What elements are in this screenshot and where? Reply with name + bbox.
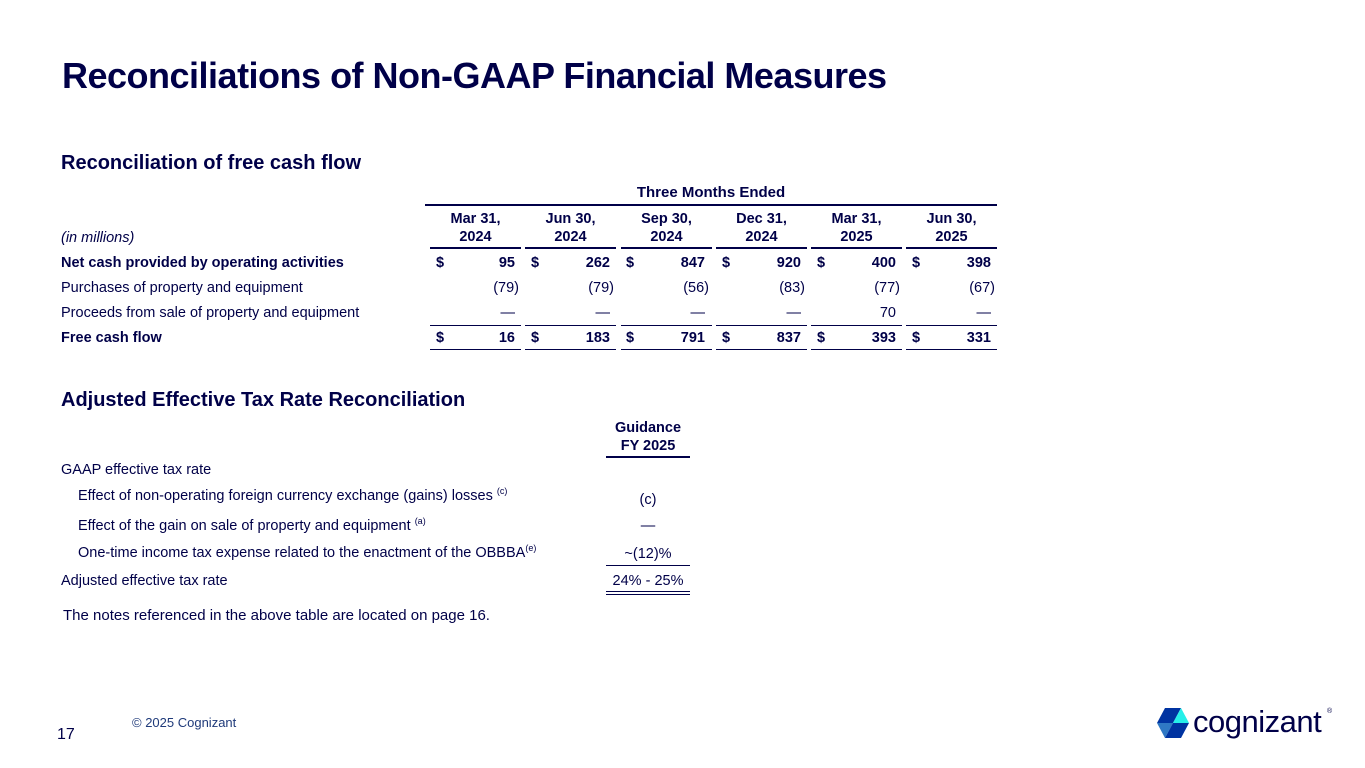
footnote-text: The notes referenced in the above table are located on page 16. [63,607,490,624]
fcf-cell: (79) [493,280,519,296]
fcf-cell: (79) [588,280,614,296]
fcf-col-header-3-line2: 2024 [650,229,683,245]
etr-value: — [640,518,656,534]
fcf-total-underline [811,349,902,350]
fcf-subtotal-line [430,325,521,326]
fcf-cell: 837 [776,330,801,346]
etr-note-ref: (c) [496,486,508,497]
fcf-cell: — [595,305,610,321]
etr-col-header-line2: FY 2025 [620,438,676,454]
etr-row-text: Effect of non-operating foreign currency exchange (gains) losses [78,488,497,504]
fcf-total-underline [716,349,807,350]
fcf-col-header-2-underline [525,247,616,249]
currency-symbol: $ [436,330,445,346]
copyright-text: © 2025 Cognizant [132,715,237,730]
fcf-total-underline [906,349,997,350]
fcf-subtotal-line [906,325,997,326]
fcf-col-header-2-line1: Jun 30, [545,211,596,227]
fcf-cell: 400 [871,255,896,271]
fcf-row-label: Free cash flow [61,330,162,346]
fcf-cell: 95 [498,255,515,271]
fcf-col-header-5-line1: Mar 31, [831,211,882,227]
etr-section-title: Adjusted Effective Tax Rate Reconciliation [61,389,466,411]
fcf-col-header-1 [430,210,521,246]
etr-row-label: GAAP effective tax rate [61,462,212,478]
fcf-col-header-5-line2: 2025 [840,229,873,245]
fcf-col-header-6-line1: Jun 30, [926,211,977,227]
etr-note-ref: (e) [525,543,537,554]
fcf-subtotal-line [525,325,616,326]
fcf-group-header: Three Months Ended [636,184,786,201]
fcf-group-divider [425,204,997,206]
fcf-col-header-6-underline [906,247,997,249]
fcf-cell: — [500,305,515,321]
fcf-cell: — [786,305,801,321]
fcf-total-underline [621,349,712,350]
fcf-col-header-2-line2: 2024 [554,229,587,245]
currency-symbol: $ [817,255,826,271]
fcf-subtotal-line [716,325,807,326]
page-title: Reconciliations of Non-GAAP Financial Measures [62,55,887,96]
fcf-cell: (83) [779,280,805,296]
currency-symbol: $ [626,255,635,271]
etr-note-ref: (a) [414,516,426,527]
etr-row-label [78,518,426,534]
fcf-col-header-5 [811,210,902,246]
etr-header-underline [606,456,690,458]
fcf-cell: 331 [966,330,991,346]
currency-symbol: $ [722,330,731,346]
fcf-row-label: Purchases of property and equipment [61,280,303,296]
fcf-col-header-3 [621,210,712,246]
fcf-cell: 16 [498,330,515,346]
fcf-col-header-1-line1: Mar 31, [450,211,501,227]
fcf-col-header-4 [716,210,807,246]
etr-row-text: One-time income tax expense related to the enactment of the OBBBA [78,545,526,561]
fcf-cell: 398 [966,255,991,271]
currency-symbol: $ [722,255,731,271]
fcf-cell: — [976,305,991,321]
fcf-subtotal-line [811,325,902,326]
fcf-cell: (56) [683,280,709,296]
currency-symbol: $ [817,330,826,346]
fcf-col-header-4-line1: Dec 31, [736,211,787,227]
etr-value: (c) [639,492,657,508]
fcf-cell: 393 [871,330,896,346]
fcf-cell: — [690,305,705,321]
fcf-col-header-4-underline [716,247,807,249]
registered-mark: ® [1327,708,1333,715]
fcf-col-header-2 [525,210,616,246]
fcf-cell: 920 [776,255,801,271]
currency-symbol: $ [626,330,635,346]
fcf-row-label: Net cash provided by operating activities [61,255,344,271]
fcf-cell: 70 [879,305,896,321]
currency-symbol: $ [531,255,540,271]
fcf-total-underline [525,349,616,350]
cognizant-logo [1155,706,1335,742]
etr-total-double-underline [606,591,690,595]
currency-symbol: $ [912,255,921,271]
etr-row-label [78,545,536,561]
cognizant-logo-icon [1155,706,1191,740]
fcf-units-label: (in millions) [61,230,135,246]
cognizant-logo-wordmark: cognizant [1193,704,1322,739]
fcf-section-title: Reconciliation of free cash flow [61,152,362,174]
fcf-cell: (77) [874,280,900,296]
fcf-col-header-4-line2: 2024 [745,229,778,245]
fcf-col-header-3-line1: Sep 30, [641,211,692,227]
etr-value: ~(12)% [624,546,672,562]
fcf-col-header-6-line2: 2025 [935,229,968,245]
etr-col-header-line1: Guidance [614,420,682,436]
fcf-col-header-6 [906,210,997,246]
etr-row-text: Effect of the gain on sale of property and equipment [78,518,415,534]
etr-subtotal-line [606,565,690,566]
fcf-row-label: Proceeds from sale of property and equipment [61,305,360,321]
fcf-subtotal-line [621,325,712,326]
fcf-cell: 262 [585,255,610,271]
currency-symbol: $ [436,255,445,271]
fcf-cell: 183 [585,330,610,346]
fcf-cell: 847 [680,255,705,271]
etr-value: 24% - 25% [612,573,684,589]
etr-row-label: Adjusted effective tax rate [61,573,228,589]
fcf-cell: 791 [680,330,705,346]
currency-symbol: $ [912,330,921,346]
page-number: 17 [57,726,75,743]
etr-row-label [78,488,507,504]
fcf-col-header-3-underline [621,247,712,249]
fcf-cell: (67) [969,280,995,296]
etr-col-header [606,419,690,455]
fcf-col-header-1-underline [430,247,521,249]
currency-symbol: $ [531,330,540,346]
fcf-total-underline [430,349,521,350]
fcf-col-header-1-line2: 2024 [459,229,492,245]
fcf-col-header-5-underline [811,247,902,249]
